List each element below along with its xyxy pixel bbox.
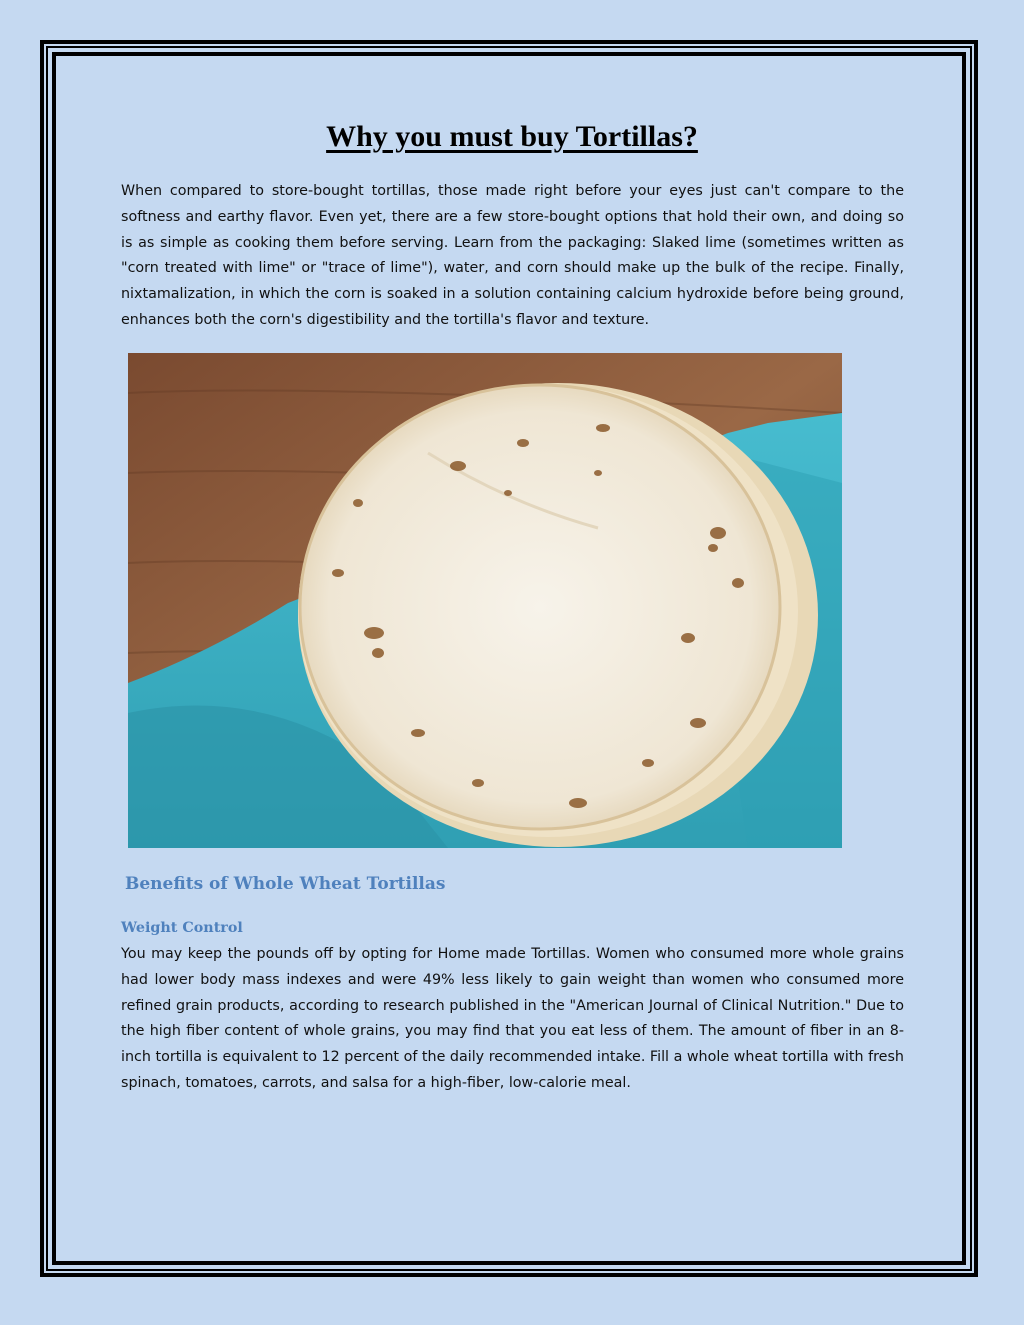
section-heading-benefits: Benefits of Whole Wheat Tortillas [125, 874, 446, 894]
page-title: Why you must buy Tortillas? [326, 120, 698, 153]
intro-paragraph: When compared to store-bought tortillas, those made right before your eyes just can't compare to the softness and earthy flavor. Even yet, there are a few store-bought options that hold their own, and doing so is as simple as cooking them before serving. Learn from the packaging: Slaked lime (sometimes written as "corn treated with lime" or "trace of lime"), water, and corn should make up the bulk of the recipe. Finally, nixtamalization, in which the corn is soaked in a solution containing calcium hydroxide before being ground, enhances both the corn's digestibility and the tortilla's flavor and texture. [121, 183, 904, 328]
weight-control-paragraph: You may keep the pounds off by opting for Home made Tortillas. Women who consumed more whole grains had lower body mass indexes and were 49% less likely to gain weight than women who consumed more refined grain products, according to research published in the "American Journal of Clinical Nutrition." Due to the high fiber content of whole grains, you may find that you eat less of them. The amount of fiber in an 8-inch tortilla is equivalent to 12 percent of the daily recommended intake. Fill a whole wheat tortilla with fresh spinach, tomatoes, carrots, and salsa for a high-fiber, low-calorie meal. [121, 946, 904, 1091]
tortilla-stack-photo [128, 353, 842, 848]
subsection-heading-weight-control: Weight Control [121, 920, 243, 936]
